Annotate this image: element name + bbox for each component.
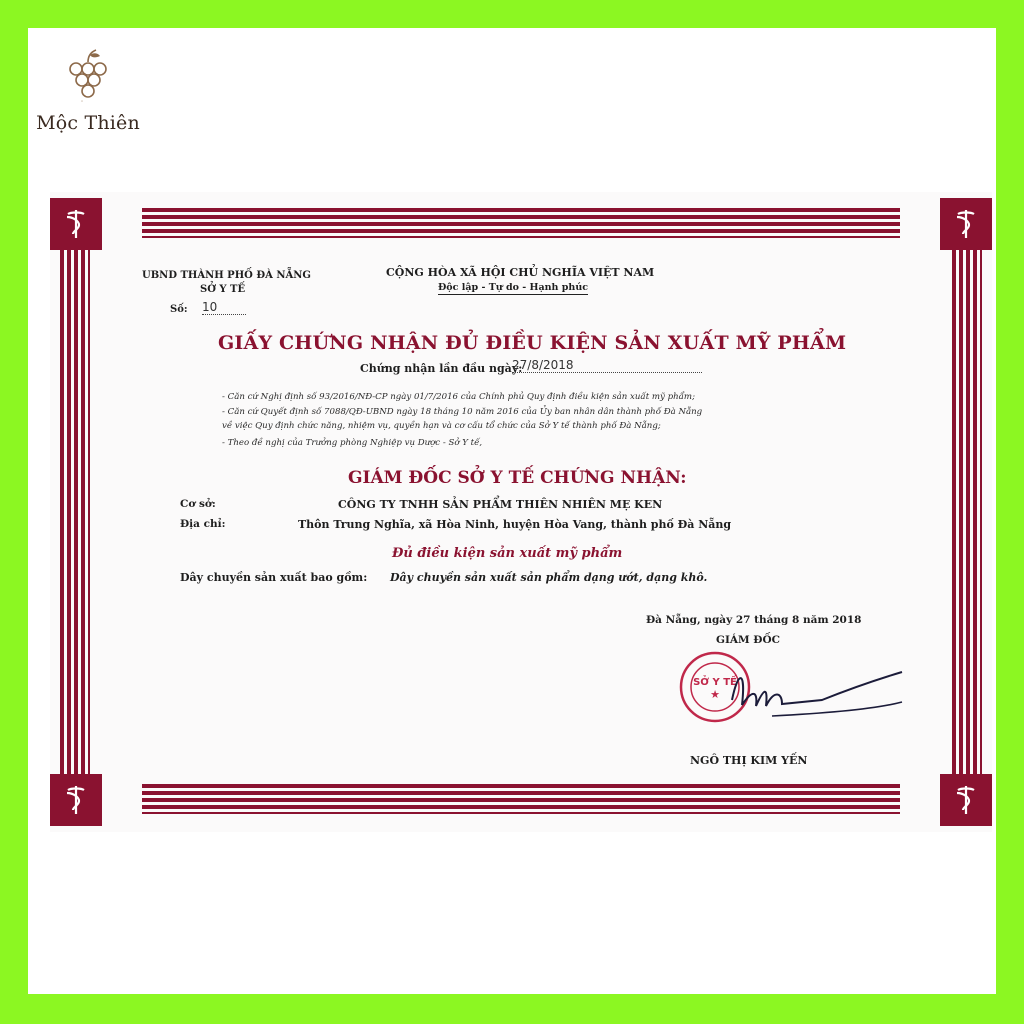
border-left — [60, 246, 90, 778]
certificate-title: GIẤY CHỨNG NHẬN ĐỦ ĐIỀU KIỆN SẢN XUẤT MỸ PHẨM — [218, 332, 847, 354]
number-label: Số: — [170, 304, 188, 315]
brand-logo — [28, 48, 148, 134]
border-top — [142, 208, 900, 238]
svg-text:★: ★ — [710, 688, 720, 701]
basis-line: về việc Quy định chức năng, nhiệm vụ, quyền hạn và cơ cấu tổ chức của Sở Y tế thành phố Đà Nẵng; — [222, 421, 661, 431]
qualification: Đủ điều kiện sản xuất mỹ phẩm — [392, 546, 623, 561]
basis-line: - Căn cứ Quyết định số 7088/QĐ-UBND ngày 18 tháng 10 năm 2016 của Ủy ban nhân dân thành phố Đà Nẵng — [222, 407, 703, 417]
director-heading: GIÁM ĐỐC SỞ Y TẾ CHỨNG NHẬN: — [348, 468, 687, 488]
caduceus-icon — [50, 198, 102, 250]
signer-name: NGÔ THỊ KIM YẾN — [690, 754, 808, 767]
basis-line: - Theo đề nghị của Trưởng phòng Nghiệp vụ Dược - Sở Y tế, — [222, 438, 483, 448]
republic-heading: CỘNG HÒA XÃ HỘI CHỦ NGHĨA VIỆT NAM — [386, 266, 655, 279]
motto: Độc lập - Tự do - Hạnh phúc — [438, 282, 589, 293]
issuer-line1: UBND THÀNH PHỐ ĐÀ NẴNG — [142, 270, 311, 281]
grape-cluster-logo-icon — [63, 48, 113, 106]
caduceus-icon — [940, 774, 992, 826]
basis-line: - Căn cứ Nghị định số 93/2016/NĐ-CP ngày 01/7/2016 của Chính phủ Quy định điều kiện sản xuất mỹ phẩm; — [222, 392, 695, 402]
svg-text:SỞ Y TẾ: SỞ Y TẾ — [693, 677, 737, 688]
number-value: 10 — [202, 300, 246, 315]
border-bottom — [142, 784, 900, 814]
first-date-value: 27/8/2018 — [512, 358, 702, 373]
caduceus-icon — [50, 774, 102, 826]
production-lines-value: Dây chuyền sản xuất sản phẩm dạng ướt, dạng khô. — [390, 571, 708, 584]
place-date: Đà Nẵng, ngày 27 tháng 8 năm 2018 — [646, 614, 862, 626]
facility-label: Cơ sở: — [180, 498, 216, 510]
address-label: Địa chỉ: — [180, 518, 226, 530]
caduceus-icon — [940, 198, 992, 250]
certificate — [50, 192, 992, 832]
director-title: GIÁM ĐỐC — [716, 634, 780, 646]
facility-value: CÔNG TY TNHH SẢN PHẨM THIÊN NHIÊN MẸ KEN — [338, 498, 663, 511]
production-lines-label: Dây chuyền sản xuất bao gồm: — [180, 571, 368, 584]
brand-name: Mộc Thiên — [36, 112, 140, 134]
border-right — [952, 246, 982, 778]
address-value: Thôn Trung Nghĩa, xã Hòa Ninh, huyện Hòa Vang, thành phố Đà Nẵng — [298, 518, 732, 531]
issuer-line2: SỞ Y TẾ — [200, 284, 246, 295]
first-date-label: Chứng nhận lần đầu ngày: — [360, 362, 523, 375]
signature-icon — [712, 660, 912, 730]
